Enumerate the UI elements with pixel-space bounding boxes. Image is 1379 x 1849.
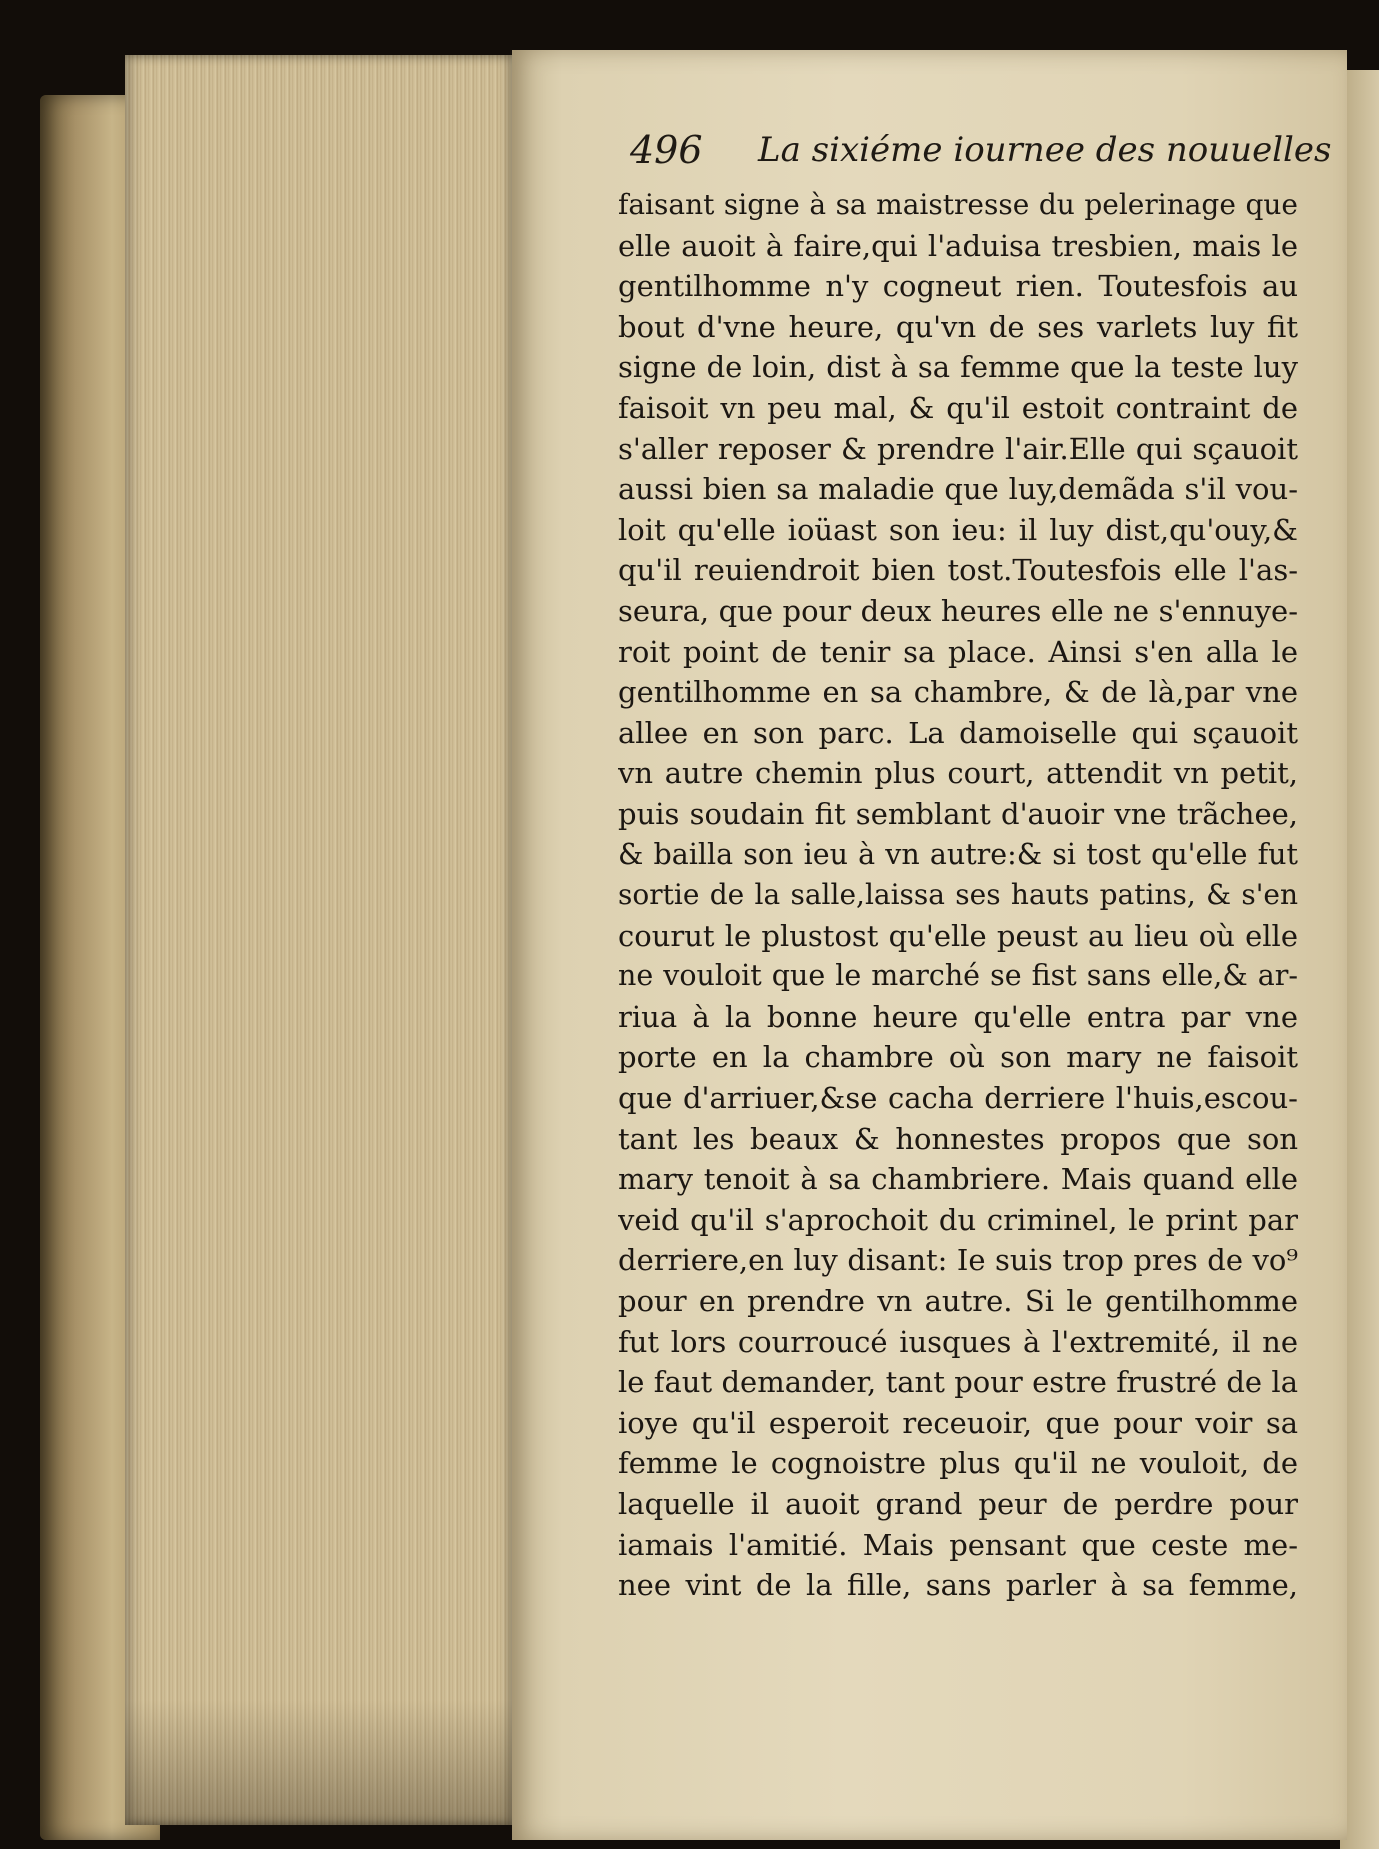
text-line: s'aller reposer & prendre l'air.Elle qui sçauoit	[618, 431, 1298, 466]
text-line: qu'il reuiendroit bien tost.Toutesfois elle l'as-	[618, 553, 1298, 588]
text-line: porte en la chambre où son mary ne faisoit	[618, 1040, 1298, 1075]
text-line: signe de loin, dist à sa femme que la teste luy	[618, 350, 1298, 385]
text-line: que d'arriuer,&se cacha derriere l'huis,escou-	[618, 1081, 1298, 1116]
text-line: sortie de la salle,laissa ses hauts patins, & s'en	[618, 878, 1298, 912]
text-line: elle auoit à faire,qui l'aduisa tresbien, mais le	[618, 228, 1298, 263]
text-line: seura, que pour deux heures elle ne s'ennuye-	[618, 593, 1298, 628]
text-line: roit point de tenir sa place. Ainsi s'en alla le	[618, 634, 1298, 669]
text-line: derriere,en luy disant: Ie suis trop pres de vo⁹	[618, 1243, 1298, 1278]
text-line: aussi bien sa maladie que luy,demãda s'il vou-	[618, 472, 1298, 507]
page-edges-shadow	[125, 1700, 515, 1825]
page-header	[630, 128, 1332, 176]
text-line: gentilhomme n'y cogneut rien. Toutesfois au	[618, 269, 1298, 304]
running-head: La sixiéme iournee des nouuelles	[758, 130, 1332, 170]
text-line: laquelle il auoit grand peur de perdre pour	[618, 1487, 1298, 1521]
text-line: puis soudain fit semblant d'auoir vne trãchee,	[618, 796, 1298, 831]
text-line: pour en prendre vn autre. Si le gentilhomme	[618, 1284, 1298, 1319]
text-line: iamais l'amitié. Mais pensant que ceste me-	[618, 1527, 1298, 1562]
text-line: loit qu'elle ioüast son ieu: il luy dist,qu'ouy,&	[618, 512, 1298, 547]
text-line: tant les beaux & honnestes propos que son	[618, 1121, 1298, 1156]
text-line: faisoit vn peu mal, & qu'il estoit contraint de	[618, 390, 1298, 425]
body-text	[618, 185, 1298, 1606]
text-line: femme le cognoistre plus qu'il ne vouloit, de	[618, 1446, 1298, 1481]
text-line: fut lors courroucé iusques à l'extremité, il ne	[618, 1324, 1298, 1359]
text-line: faisant signe à sa maistresse du pelerinage que	[618, 188, 1298, 221]
text-line: le faut demander, tant pour estre frustré de la	[618, 1365, 1298, 1400]
text-line: courut le plustost qu'elle peust au lieu où elle	[618, 918, 1298, 953]
text-line: allee en son parc. La damoiselle qui sçauoit	[618, 715, 1298, 750]
text-line: riua à la bonne heure qu'elle entra par vne	[618, 999, 1298, 1034]
text-line: mary tenoit à sa chambriere. Mais quand elle	[618, 1162, 1298, 1197]
page-edges	[125, 55, 515, 1825]
text-line: ioye qu'il esperoit receuoir, que pour voir sa	[618, 1405, 1298, 1440]
page-number: 496	[630, 128, 703, 172]
text-line: gentilhomme en sa chambre, & de là,par vne	[618, 675, 1298, 710]
text-line: & bailla son ieu à vn autre:& si tost qu'elle fut	[618, 837, 1298, 871]
text-line: vn autre chemin plus court, attendit vn petit,	[618, 756, 1298, 791]
text-line: bout d'vne heure, qu'vn de ses varlets luy fit	[618, 309, 1298, 344]
text-line: ne vouloit que le marché se fist sans elle,& ar-	[618, 959, 1298, 993]
text-line: nee vint de la fille, sans parler à sa femme,	[618, 1568, 1298, 1603]
text-line: veid qu'il s'aprochoit du criminel, le print par	[618, 1202, 1298, 1237]
